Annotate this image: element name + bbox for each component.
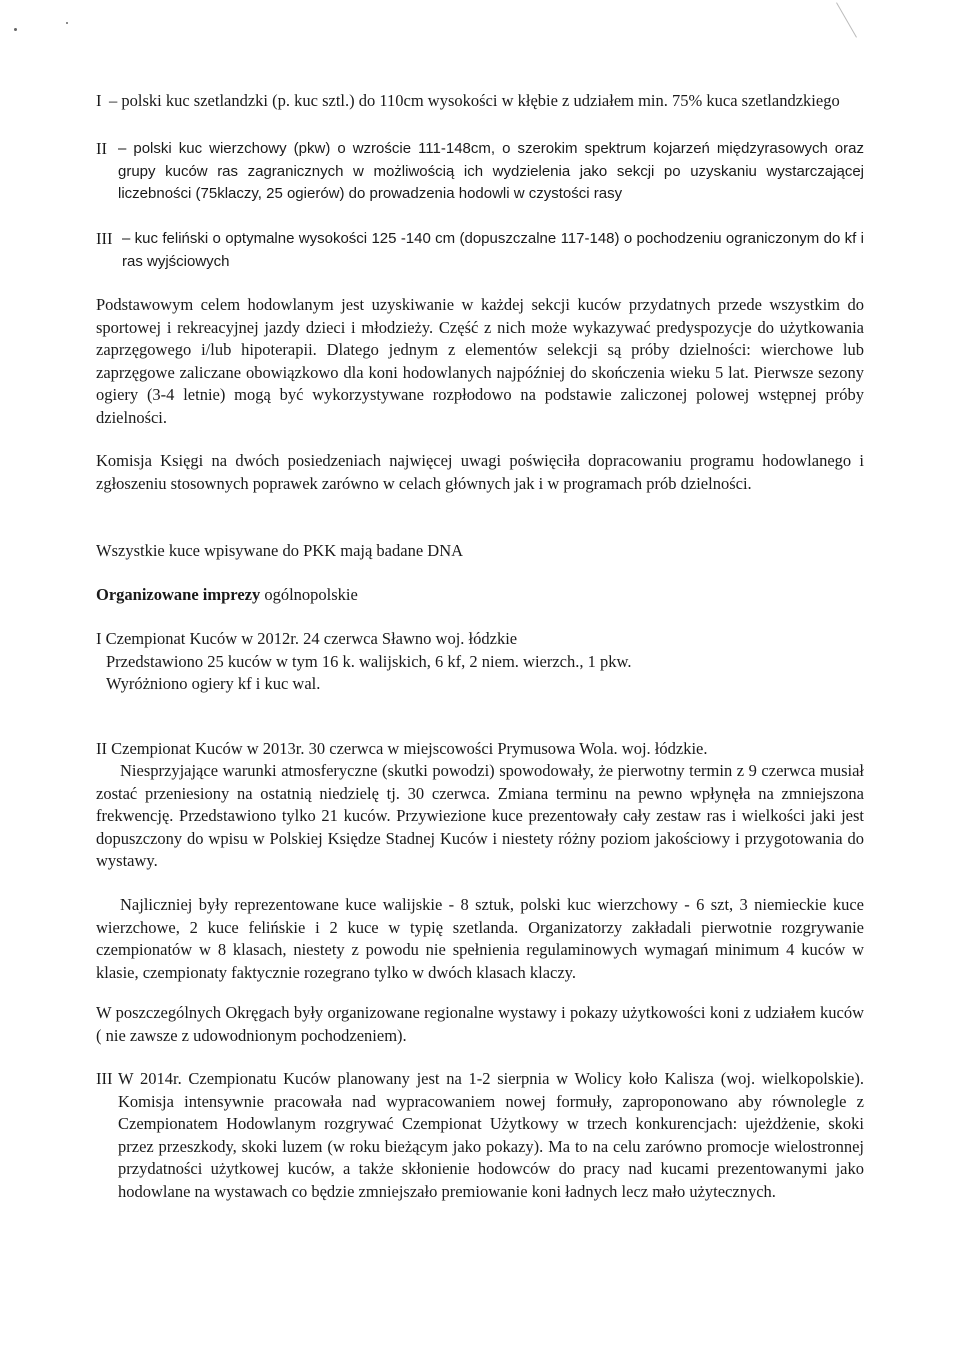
pony-type-III bbox=[96, 228, 864, 273]
commission-paragraph: Komisja Księgi na dwóch posiedzeniach najwięcej uwagi poświęciła dopracowaniu programu hodowlanego i zgłoszeniu stosownych poprawek zarówno w celach głównych jak i w programach prób dzielności. bbox=[96, 451, 864, 493]
regional-shows-paragraph: W poszczególnych Okręgach były organizowane regionalne wystawy i pokazy użytkowości koni z udziałem kuców ( nie zawsze z udowodnionym pochodzeniem). bbox=[96, 1003, 864, 1045]
pony-type-I bbox=[96, 90, 864, 113]
breeding-goal-paragraph: Podstawowym celem hodowlanym jest uzyskiwanie w każdej sekcji kuców przydatnych przede wszystkim do sportowej i rekreacyjnej jazdy dzieci i młodzieży. Część z nich może wykazywać predyspozycje do użytkowania zaprzęgowego i/lub hipoterapii. Dlatego jednym z elementów selekcji są próby dzielności: wierchowe lub zaprzęgowe zaliczane obowiązkowo dla koni hodowlanych najpóźniej do skończenia wieku 5 lat. Pierwsze sezony ogiery (3-4 letnie) mogą być wykorzystywane rozpłodowo na podstawie zaliczonej polowej wstępnej próby dzielności. bbox=[96, 295, 864, 427]
championship-2-para2: Najliczniej były reprezentowane kuce walijskie - 8 sztuk, polski kuc wierzchowy - 6 szt, 3 niemieckie kuce wierzchowe, 2 kuce felińskie i 2 kuce w typię szetlanda. Organizatorzy zakładali pierwotnie rozgrywanie czempionatów w 8 klasach, niestety z powodu nie spełnienia regulaminowych wymagań minimum 4 kuców w klasie, czempionaty faktycznie rozegrano tylko w dwóch klasach klaczy. bbox=[96, 895, 864, 982]
championship-2-para1: Niesprzyjające warunki atmosferyczne (skutki powodzi) spowodowały, że pierwotny termin z 9 czerwca musiał zostać przeniesiony na ostatnią niedzielę tj. 30 czerwca. Zmiana terminu na pewno wpłynęła na zmniejszona frekwencję. Przedstawiono tylko 21 kuców. Przywiezione kuce prezentowały cały zestaw ras i wielkości jaki jest dopuszczony do wpisu w Polskiej Księdze Stadnej Kuców i niestety różny poziom jakościowy i przygotowania do wystawy. bbox=[96, 761, 864, 870]
championship-1-line3: Wyróżniono ogiery kf i kuc wal. bbox=[106, 674, 321, 693]
scan-streak bbox=[836, 2, 857, 37]
championship-1-title: I Czempionat Kuców w 2012r. 24 czerwca Sławno woj. łódzkie bbox=[96, 629, 518, 648]
events-heading-rest: ogólnopolskie bbox=[260, 585, 358, 604]
pony-type-II bbox=[96, 138, 864, 206]
item-number: III bbox=[96, 229, 113, 248]
championship-2-title: II Czempionat Kuców w 2013r. 30 czerwca w miejscowości Prymusowa Wola. woj. łódzkie. bbox=[96, 739, 708, 758]
item-text: – polski kuc szetlandzki (p. kuc sztl.) do 110cm wysokości w kłębie z udziałem min. 75% kuca szetlandzkiego bbox=[109, 91, 840, 110]
item-text: – polski kuc wierzchowy (pkw) o wzroście 111-148cm, o szerokim spektrum kojarzeń międzyrasowych oraz grupy kuców ras zagranicznych w możliwością ich wydzielenia jako sekcji po uzyskaniu wystarczającej liczebności (75klaczy, 25 ogierów) do prowadzenia hodowli w czystości rasy bbox=[118, 140, 864, 202]
scan-speck bbox=[14, 28, 17, 31]
item-number: I bbox=[96, 91, 102, 110]
championship-3 bbox=[96, 1068, 864, 1203]
item-text: – kuc feliński o optymalne wysokości 125 -140 cm (dopuszczalne 117-148) o pochodzeniu ograniczonym do kf i ras wyjściowych bbox=[122, 230, 864, 270]
item-number: II bbox=[96, 139, 107, 158]
championship-3-text: W 2014r. Czempionatu Kuców planowany jest na 1-2 sierpnia w Wolicy koło Kalisza (woj. wielkopolskie). Komisja intensywnie pracowała nad wypracowaniem nowej formuły, zaproponowano aby równolegle z Czempionatem Hodowlanym rozgrywać Czempionat Użytkowy w trzech konkurencjach: ujeżdżenie, skoki przez przeszkody, skoki luzem (w roku bieżącym jako pokazy). Ma to na celu zarówno promocje wielostronnej przydatności użytkowej kuców, a także skłonienie hodowców do pracy nad kucami prezentowanymi jako hodowlane na wystawach co będzie zmniejszało premiowanie koni ładnych lecz mało użytecznych. bbox=[118, 1069, 864, 1201]
events-heading-bold: Organizowane imprezy bbox=[96, 585, 261, 604]
championship-1-line2: Przedstawiono 25 kuców w tym 16 k. walijskich, 6 kf, 2 niem. wierzch., 1 pkw. bbox=[106, 651, 632, 671]
item-number: III bbox=[96, 1069, 113, 1088]
scan-speck bbox=[66, 22, 68, 24]
dna-line: Wszystkie kuce wpisywane do PKK mają badane DNA bbox=[96, 541, 464, 560]
events-heading bbox=[96, 584, 864, 607]
championship-1 bbox=[96, 628, 864, 696]
